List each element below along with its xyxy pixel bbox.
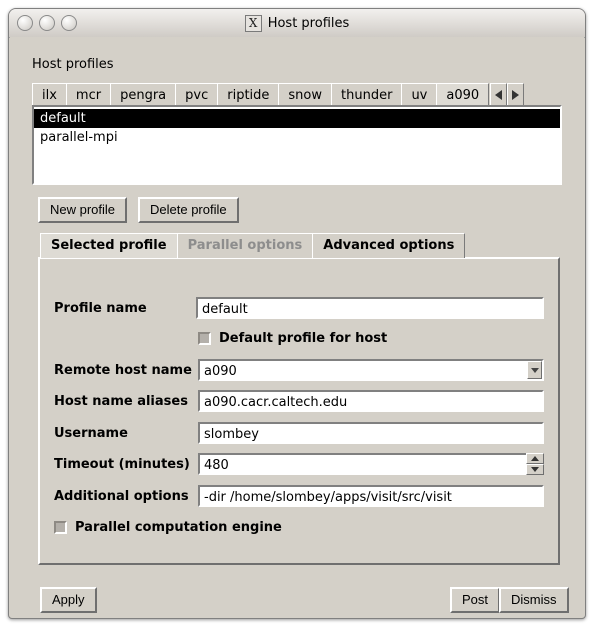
host-name-aliases-label: Host name aliases: [54, 394, 188, 409]
default-profile-checkbox-row[interactable]: [198, 331, 387, 346]
window-title-wrap: [9, 15, 585, 32]
timeout-input[interactable]: 480: [198, 453, 544, 475]
window-titlebar[interactable]: [9, 9, 585, 38]
new-profile-button[interactable]: New profile: [38, 197, 127, 223]
host-name-aliases-input[interactable]: a090.cacr.caltech.edu: [198, 390, 544, 412]
default-profile-label: Default profile for host: [219, 331, 388, 346]
host-tab-pengra[interactable]: pengra: [110, 83, 176, 107]
chevron-down-icon[interactable]: [527, 361, 542, 379]
remote-host-name-label: Remote host name: [54, 363, 192, 378]
minimize-button[interactable]: [39, 15, 55, 31]
host-tab-a090[interactable]: a090: [436, 83, 489, 107]
tab-parallel-options[interactable]: Parallel options: [177, 233, 314, 258]
checkbox-icon[interactable]: [198, 332, 211, 345]
host-tab-mcr[interactable]: mcr: [66, 83, 111, 107]
checkbox-icon[interactable]: [54, 521, 67, 534]
selected-profile-panel: [38, 257, 560, 565]
tab-scroll-controls: [490, 83, 524, 107]
window-client-area: [10, 37, 584, 617]
apply-button[interactable]: Apply: [40, 587, 97, 613]
window-title: Host profiles: [267, 15, 350, 31]
post-button[interactable]: Post: [450, 587, 500, 613]
list-item[interactable]: default: [34, 109, 560, 128]
delete-profile-button[interactable]: Delete profile: [138, 197, 239, 223]
profile-listbox[interactable]: [32, 105, 562, 185]
list-item[interactable]: parallel-mpi: [40, 130, 118, 145]
tab-advanced-options[interactable]: Advanced options: [312, 233, 465, 258]
remote-host-name-input[interactable]: a090: [198, 359, 544, 381]
dismiss-button[interactable]: Dismiss: [499, 587, 569, 613]
additional-options-input[interactable]: -dir /home/slombey/apps/visit/src/visit: [198, 485, 544, 507]
maximize-button[interactable]: [61, 15, 77, 31]
host-tab-uv[interactable]: uv: [401, 83, 437, 107]
additional-options-label: Additional options: [54, 489, 189, 504]
host-tab-riptide[interactable]: riptide: [217, 83, 279, 107]
host-tab-pvc[interactable]: pvc: [175, 83, 218, 107]
close-button[interactable]: [17, 15, 33, 31]
host-profiles-group-label: Host profiles: [32, 57, 114, 72]
x-application-icon: X: [245, 15, 262, 32]
username-input[interactable]: slombey: [198, 422, 544, 444]
window-control-buttons: [17, 15, 77, 31]
host-tab-thunder[interactable]: thunder: [331, 83, 402, 107]
timeout-label: Timeout (minutes): [54, 457, 190, 472]
host-tab-bar: [32, 81, 562, 107]
parallel-engine-checkbox-row[interactable]: [54, 520, 282, 535]
stepper-up-icon[interactable]: [526, 453, 544, 464]
panel-tab-bar: [40, 233, 464, 258]
username-label: Username: [54, 426, 128, 441]
tab-selected-profile[interactable]: Selected profile: [40, 233, 178, 258]
scroll-left-arrow-icon[interactable]: [490, 83, 507, 107]
timeout-stepper[interactable]: [526, 453, 544, 475]
parallel-engine-label: Parallel computation engine: [75, 520, 282, 535]
stepper-down-icon[interactable]: [526, 464, 544, 475]
host-tab-snow[interactable]: snow: [278, 83, 332, 107]
host-tab-ilx[interactable]: ilx: [32, 83, 67, 107]
scroll-right-arrow-icon[interactable]: [507, 83, 524, 107]
profile-name-input[interactable]: default: [196, 297, 544, 319]
profile-name-label: Profile name: [54, 301, 147, 316]
host-profiles-window: [8, 8, 586, 619]
